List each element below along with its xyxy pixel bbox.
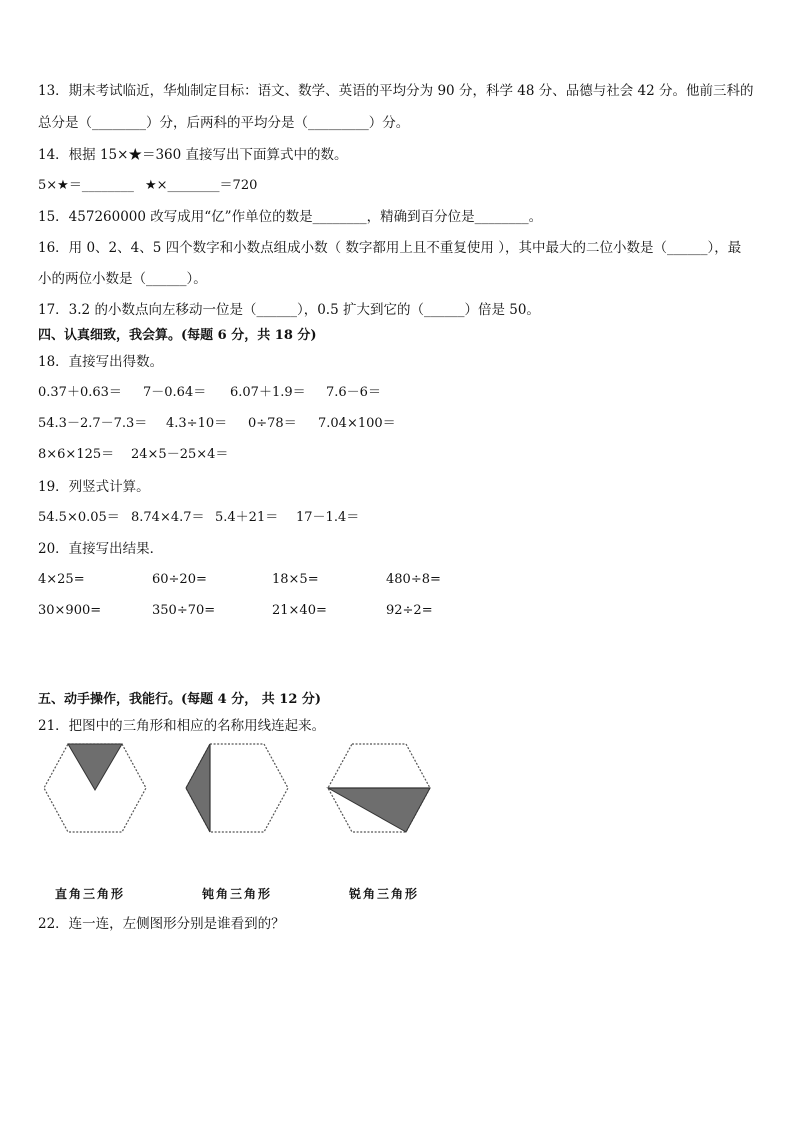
q18-r2-c2: 4.3÷10＝: [166, 416, 228, 431]
q20-r2-c3: 21×40=: [272, 603, 327, 618]
q16-line2: 小的两位小数是（______）。: [38, 271, 207, 287]
q20-r1-c4: 480÷8=: [386, 572, 441, 587]
q19-item-2: 8.74×4.7＝: [131, 510, 205, 525]
q16-line1: 16．用 0、2、4、5 四个数字和小数点组成小数（ 数字都用上且不重复使用 ），其中最大的二位小数是（______），最: [38, 240, 742, 256]
q15-text: 15．457260000 改写成用“亿”作单位的数是________，精确到百分位是________。: [38, 209, 543, 225]
label-right-triangle: 直角三角形: [55, 887, 126, 901]
q20-stem: 20．直接写出结果．: [38, 541, 164, 557]
q18-r3-c1: 8×6×125＝: [38, 447, 115, 462]
q13-line1: 13．期末考试临近，华灿制定目标：语文、数学、英语的平均分为 90 分，科学 48 分、品德与社会 42 分。他前三科的: [38, 83, 754, 99]
q18-r1-c2: 7－0.64＝: [143, 385, 207, 400]
hexagon-figure-3: [326, 742, 432, 834]
q17-text: 17．3.2 的小数点向左移动一位是（______），0.5 扩大到它的（______）倍是 50。: [38, 302, 540, 318]
label-obtuse-triangle: 钝角三角形: [202, 887, 273, 901]
q18-r3-c2: 24×5－25×4＝: [131, 447, 229, 462]
q14-item-1: 5×★＝________: [38, 178, 134, 193]
q13-line2: 总分是（________）分，后两科的平均分是（_________）分。: [38, 115, 410, 131]
q18-r2-c1: 54.3－2.7－7.3＝: [38, 416, 148, 431]
q22-stem: 22．连一连，左侧图形分别是谁看到的？: [38, 916, 285, 932]
q19-item-3: 5.4＋21＝: [215, 510, 279, 525]
label-acute-triangle: 锐角三角形: [349, 887, 420, 901]
q20-r1-c1: 4×25=: [38, 572, 85, 587]
q20-r2-c2: 350÷70=: [152, 603, 216, 618]
q14-item-2: ★×________＝720: [145, 178, 258, 193]
q18-r2-c3: 0÷78＝: [248, 416, 297, 431]
section-5-title: 五、动手操作，我能行。(每题 4 分， 共 12 分): [38, 692, 322, 707]
q19-item-4: 17－1.4＝: [296, 510, 360, 525]
q19-stem: 19．列竖式计算。: [38, 479, 150, 495]
q21-stem: 21．把图中的三角形和相应的名称用线连起来。: [38, 718, 326, 734]
q20-r1-c3: 18×5=: [272, 572, 319, 587]
q18-r2-c4: 7.04×100＝: [318, 416, 396, 431]
q20-r1-c2: 60÷20=: [152, 572, 207, 587]
shaded-triangle-2: [186, 744, 210, 832]
hexagon-figure-1: [42, 742, 148, 834]
section-4-title: 四、认真细致，我会算。(每题 6 分，共 18 分): [38, 328, 317, 343]
q19-item-1: 54.5×0.05＝: [38, 510, 120, 525]
q18-r1-c1: 0.37＋0.63＝: [38, 385, 122, 400]
q20-r2-c4: 92÷2=: [386, 603, 433, 618]
q14-stem: 14．根据 15×★＝360 直接写出下面算式中的数。: [38, 147, 348, 163]
q20-r2-c1: 30×900=: [38, 603, 102, 618]
q18-stem: 18．直接写出得数。: [38, 354, 164, 370]
hexagon-figure-2: [184, 742, 290, 834]
q18-r1-c4: 7.6－6＝: [326, 385, 381, 400]
q18-r1-c3: 6.07＋1.9＝: [230, 385, 306, 400]
